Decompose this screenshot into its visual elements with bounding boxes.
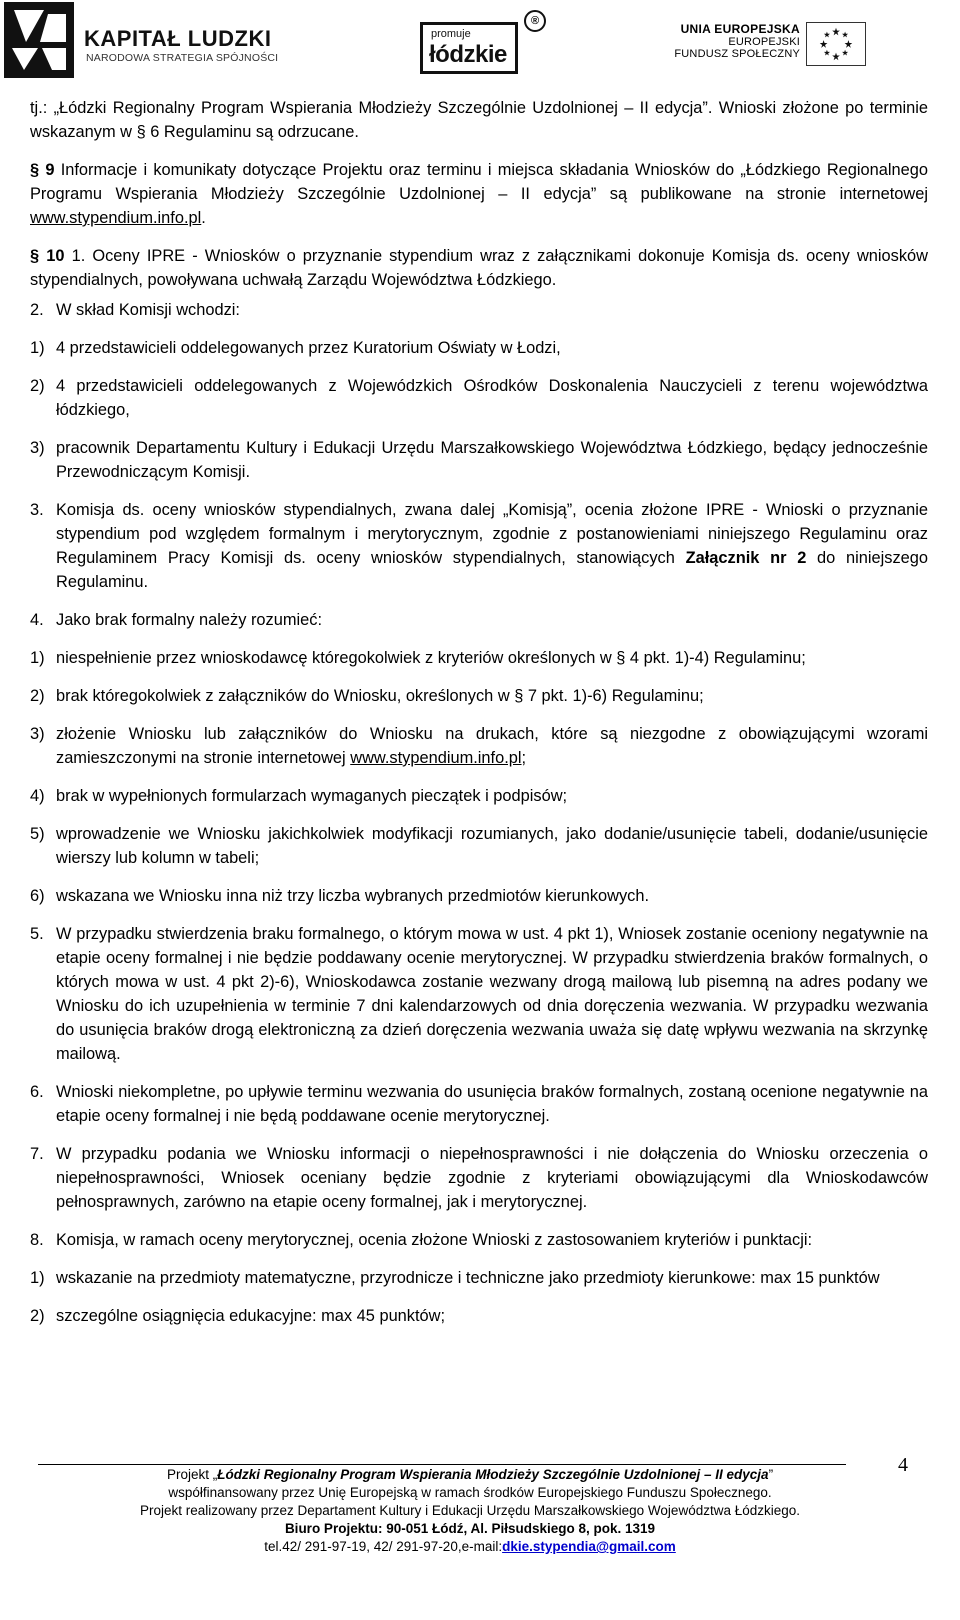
- section-9-number: § 9: [30, 161, 55, 179]
- attachment-2-label: Załącznik nr 2: [685, 549, 807, 567]
- section-10-point-6: 6. Wnioski niekompletne, po upływie terminu wezwania do usunięcia braków formalnych, zostaną ocenione negatywnie na etapie oceny formalnej i nie będą poddawane ocenie merytorycznej.: [30, 1083, 928, 1125]
- list-item: 2) szczególne osiągnięcia edukacyjne: max 45 punktów;: [30, 1307, 446, 1325]
- section-10-point-1: § 10 1. Oceny IPRE - Wniosków o przyznanie stypendium wraz z załącznikami dokonuje Komisja ds. oceny wniosków stypendialnych, powoływana uchwałą Zarządu Województwa Łódzkiego.: [30, 247, 929, 289]
- eu-flag-icon: [806, 22, 866, 66]
- kapital-ludzki-title: KAPITAŁ LUDZKI: [84, 26, 272, 51]
- section-10-point-4: 4. Jako brak formalny należy rozumieć:: [30, 611, 322, 629]
- footer-line-3: Projekt realizowany przez Departament Kultury i Edukacji Urzędu Marszałkowskiego Województwa Łódzkiego.: [139, 1503, 801, 1518]
- section-10-point-7: 7. W przypadku podania we Wniosku informacji o niepełnosprawności i nie dołączenia do Wniosku orzeczenia o niepełnosprawności, Wniosek oceniany będzie zgodnie z kryteriami obowiązującymi dla Wnioskodawców pełnosprawnych, zarówno na etapie oceny formalnej, jak i merytorycznej.: [30, 1145, 928, 1211]
- stypendium-link-1[interactable]: www.stypendium.info.pl: [30, 209, 202, 227]
- ue-line-2: EUROPEJSKI: [728, 36, 800, 48]
- list-item: 2) brak któregokolwiek z załączników do Wniosku, określonych w § 7 pkt. 1)-6) Regulaminu;: [30, 687, 704, 705]
- page-header: [0, 0, 960, 85]
- list-item: 1) niespełnienie przez wnioskodawcę któregokolwiek z kryteriów określonych w § 4 pkt. 1)-4) Regulaminu;: [30, 649, 806, 667]
- footer-line-5: tel.42/ 291-97-19, 42/ 291-97-20,e-mail:dkie.stypendia@gmail.com: [264, 1539, 676, 1554]
- ue-line-1: UNIA EUROPEJSKA: [680, 22, 800, 36]
- list-item: 3) pracownik Departamentu Kultury i Edukacji Urzędu Marszałkowskiego Województwa Łódzkiego, będący jednocześnie Przewodniczącym Komisji.: [30, 439, 928, 481]
- list-item: 1) wskazanie na przedmioty matematyczne, przyrodnicze i techniczne jako przedmioty kierunkowe: max 15 punktów: [30, 1269, 880, 1287]
- kapital-ludzki-emblem-icon: [4, 2, 74, 78]
- section-9: § 9 Informacje i komunikaty dotyczące Projektu oraz terminu i miejsca składania Wniosków do „Łódzkiego Regionalnego Programu Wspierania Młodzieży Szczególnie Uzdolnionej – II edycja” są publikowane na stronie internetowej www.stypendium.info.pl.: [30, 161, 928, 227]
- page-footer: [0, 1454, 960, 1620]
- section-10-point-8: 8. Komisja, w ramach oceny merytorycznej, ocenia złożone Wnioski z zastosowaniem kryteriów i punktacji:: [30, 1231, 813, 1249]
- section-10-number: § 10: [30, 247, 65, 265]
- email-link[interactable]: dkie.stypendia@gmail.com: [502, 1539, 676, 1554]
- list-item: 3) złożenie Wniosku lub załączników do Wniosku na drukach, które są niezgodne z obowiązującymi wzorami zamieszczonymi na stronie internetowej www.stypendium.info.pl;: [30, 725, 928, 767]
- list-item: 6) wskazana we Wniosku inna niż trzy liczba wybranych przedmiotów kierunkowych.: [30, 887, 650, 905]
- intro-paragraph: tj.: „Łódzki Regionalny Program Wspierania Młodzieży Szczególnie Uzdolnionej – II edycja”. Wnioski złożone po terminie wskazanym w § 6 Regulaminu są odrzucane.: [30, 99, 928, 141]
- section-10-point-3: 3. Komisja ds. oceny wniosków stypendialnych, zwana dalej „Komisją”, ocenia złożone IPRE - Wnioski o przyznanie stypendium pod względem formalnym i merytorycznym, zgodnie z postanowieniami niniejszego Regulaminu oraz Regulaminem Pracy Komisji ds. oceny wniosków stypendialnych, stanowiących Załącznik nr 2 do niniejszego Regulaminu.: [30, 501, 928, 591]
- list-item: 4) brak w wypełnionych formularzach wymaganych pieczątek i podpisów;: [30, 787, 568, 805]
- footer-text: [40, 1466, 900, 1556]
- stypendium-link-2[interactable]: www.stypendium.info.pl: [350, 749, 522, 767]
- list-item: 1) 4 przedstawicieli oddelegowanych przez Kuratorium Oświaty w Łodzi,: [30, 339, 561, 357]
- page-number: 4: [898, 1454, 908, 1476]
- footer-line-4: Biuro Projektu: 90-051 Łódź, Al. Piłsudskiego 8, pok. 1319: [284, 1521, 656, 1536]
- section-10-point-2: 2. W skład Komisji wchodzi:: [30, 301, 240, 319]
- ue-line-3: FUNDUSZ SPOŁECZNY: [674, 48, 800, 60]
- kapital-ludzki-logo: [4, 2, 294, 78]
- unia-europejska-logo: [670, 22, 950, 82]
- list-item: 5) wprowadzenie we Wniosku jakichkolwiek modyfikacji rozumianych, jako dodanie/usunięcie tabeli, dodanie/usunięcie wierszy lub kolumn w tabeli;: [30, 825, 928, 867]
- kapital-ludzki-subtitle: NARODOWA STRATEGIA SPÓJNOŚCI: [86, 52, 279, 64]
- footer-line-2: współfinansowany przez Unię Europejską w ramach środków Europejskiego Funduszu Społecznego.: [168, 1485, 772, 1500]
- document-body: [30, 96, 928, 1328]
- promuje-lodzkie-frame: [420, 22, 518, 74]
- list-item: 2) 4 przedstawicieli oddelegowanych z Wojewódzkich Ośrodków Doskonalenia Nauczycieli z terenu województwa łódzkiego,: [30, 377, 928, 419]
- section-10-point-5: 5. W przypadku stwierdzenia braku formalnego, o którym mowa w ust. 4 pkt 1), Wniosek zostanie oceniony negatywnie na etapie oceny formalnej i nie będzie poddawany ocenie merytorycznej. W przypadku stwierdzenia braków formalnych, o których mowa w ust. 4 pkt 2)-6), Wnioskodawca zostanie wezwany drogą mailową lub pisemną na adres podany we Wniosku do ich uzupełnienia w terminie 7 dni kalendarzowych od dnia doręczenia wezwania. W przypadku wezwania do usunięcia braków drogą elektroniczną za dzień doręczenia wezwania uważa się datę wpływu wezwania na skrzynkę mailową.: [30, 925, 928, 1063]
- promuje-label: promuje: [431, 28, 471, 40]
- unia-europejska-text: [674, 22, 800, 60]
- lodzkie-label: łódzkie: [429, 41, 507, 68]
- project-title: Łódzki Regionalny Program Wspierania Młodzieży Szczególnie Uzdolnionej – II edycja: [217, 1467, 769, 1482]
- footer-divider: [38, 1464, 846, 1465]
- registered-mark-icon: ®: [524, 10, 546, 32]
- footer-line-1: Projekt „Łódzki Regionalny Program Wspierania Młodzieży Szczególnie Uzdolnionej – II edycja”: [166, 1467, 774, 1482]
- promuje-lodzkie-logo: [420, 8, 550, 78]
